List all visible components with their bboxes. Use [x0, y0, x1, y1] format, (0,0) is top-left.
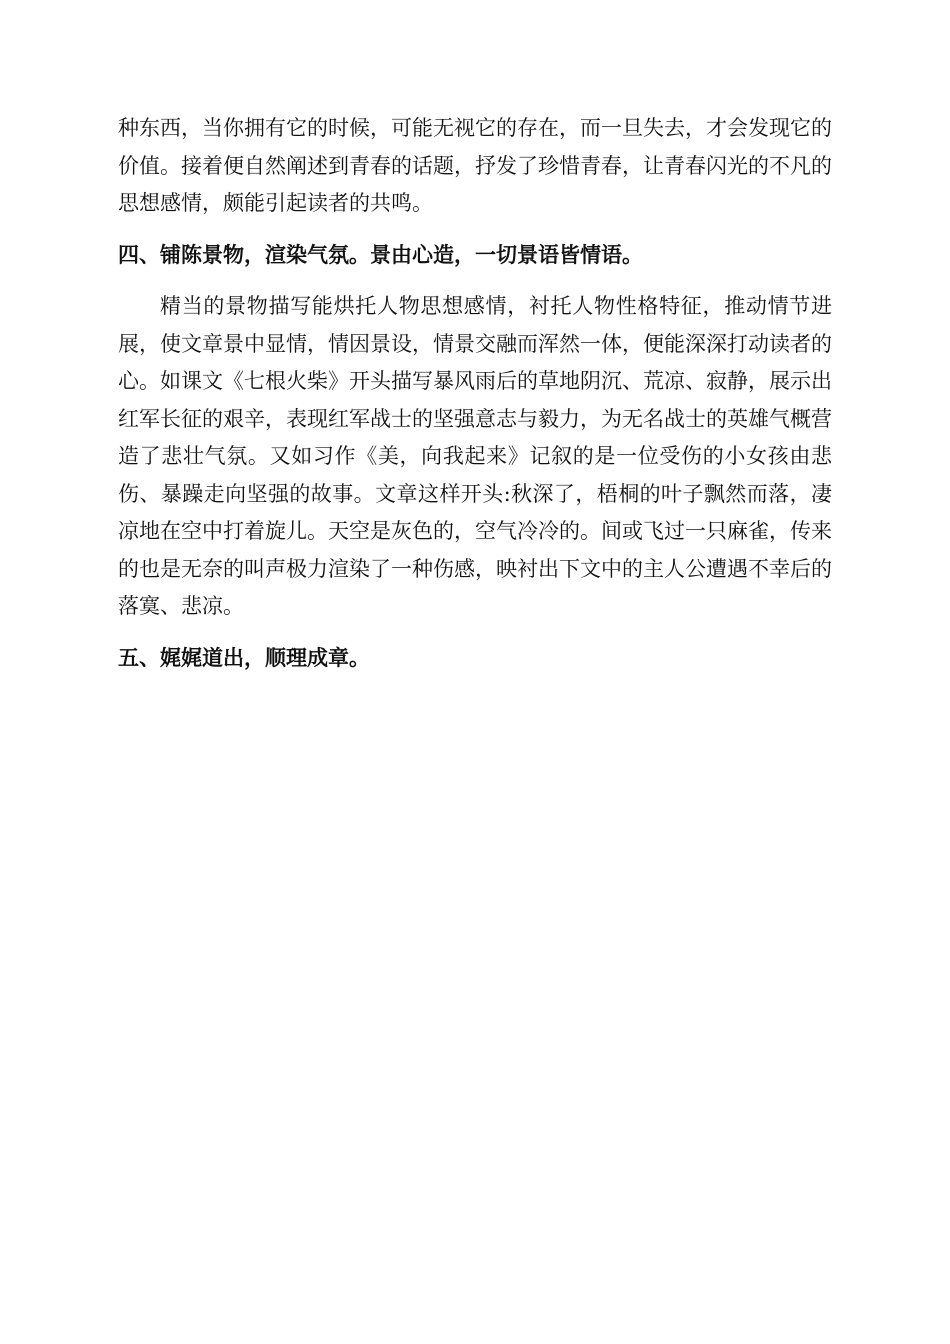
section-heading-5: 五、娓娓道出，顺理成章。	[118, 645, 370, 670]
continued-paragraph: 种东西，当你拥有它的时候，可能无视它的存在，而一旦失去，才会发现它的价值。接着便自然阐述到青春的话题，抒发了珍惜青春，让青春闪光的不凡的思想感情，颇能引起读者的共鸣。	[118, 116, 832, 215]
section-heading-4: 四、铺陈景物，渲染气氛。景由心造，一切景语皆情语。	[118, 242, 643, 267]
document-page	[118, 110, 832, 677]
section-paragraph-4: 精当的景物描写能烘托人物思想感情，衬托人物性格特征，推动情节进展，使文章景中显情，情因景设，情景交融而浑然一体，便能深深打动读者的心。如课文《七根火柴》开头描写暴风雨后的草地阴沉、荒凉、寂静，展示出红军长征的艰辛，表现红军战士的坚强意志与毅力，为无名战士的英雄气概营造了悲壮气氛。又如习作《美，向我起来》记叙的是一位受伤的小女孩由悲伤、暴躁走向坚强的故事。文章这样开头:秋深了，梧桐的叶子飘然而落，凄凉地在空中打着旋儿。天空是灰色的，空气冷冷的。间或飞过一只麻雀，传来的也是无奈的叫声极力渲染了一种伤感，映衬出下文中的主人公遭遇不幸后的落寞、悲凉。	[118, 294, 832, 618]
